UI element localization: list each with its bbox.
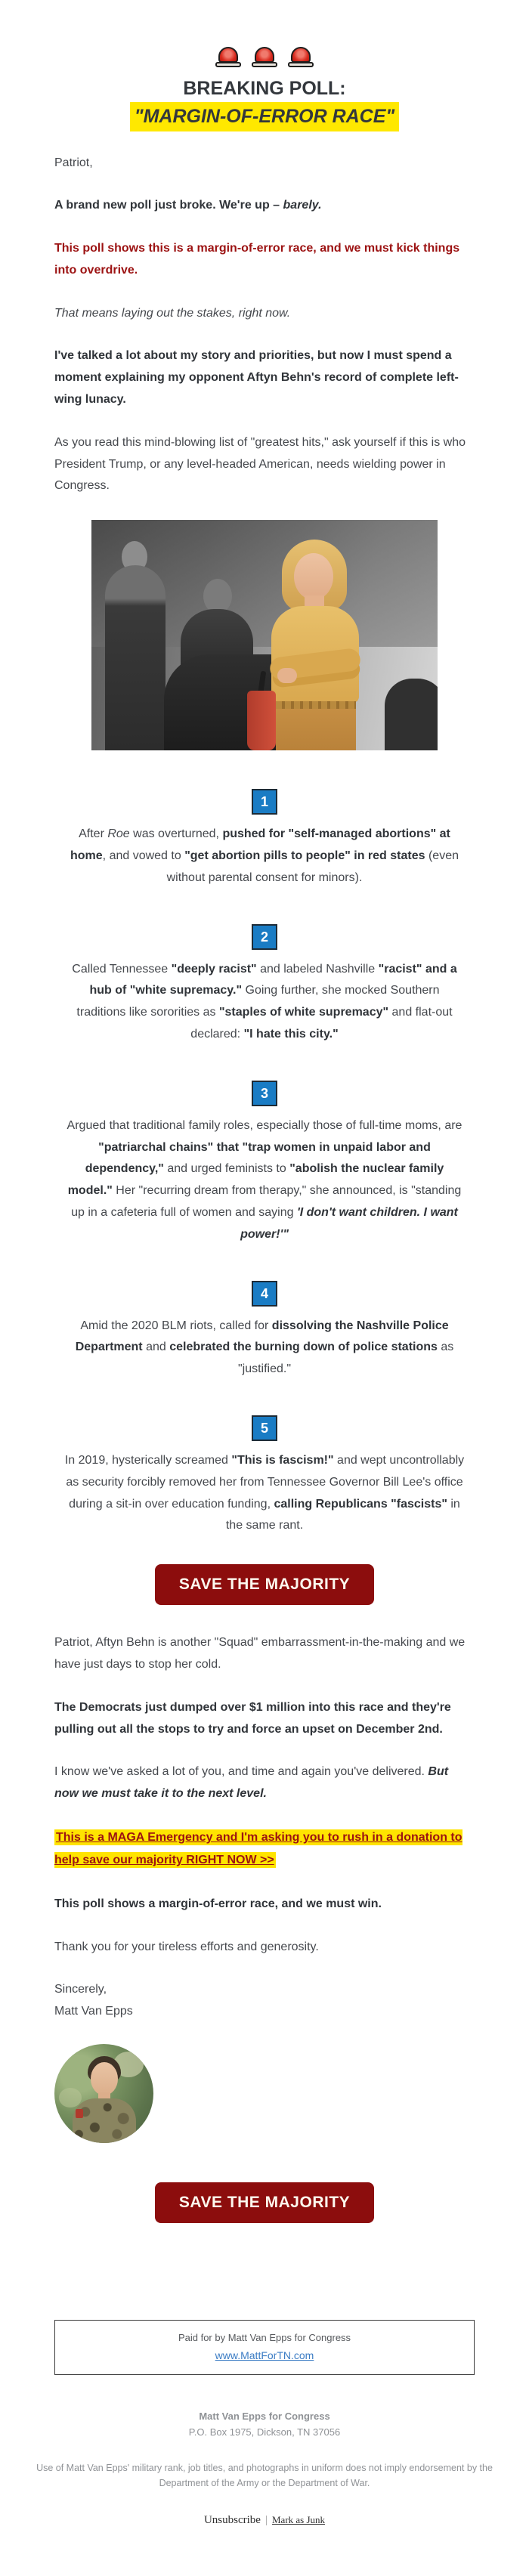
footer-links-row [0, 2511, 529, 2530]
salutation: Patriot, [54, 156, 93, 169]
closing-paragraph-5: Thank you for your tireless efforts and generosity. [54, 1940, 319, 1953]
opponent-photo [91, 520, 438, 750]
candidate-headshot-photo [54, 2044, 153, 2143]
mark-as-junk-link[interactable]: Mark as Junk [271, 2514, 326, 2526]
headline [0, 75, 529, 131]
footer-link-separator: | [264, 2514, 268, 2527]
point-number-badge: 2 [252, 924, 277, 950]
point-number-badge: 3 [252, 1081, 277, 1106]
closing-paragraph-2: The Democrats just dumped over $1 million into this race and they're pulling out all the stops to try and force an upset on December 2nd. [54, 1700, 451, 1736]
intro-paragraph-2: This poll shows this is a margin-of-error race, and we must kick things into overdrive. [54, 242, 460, 277]
intro-paragraph-3: That means laying out the stakes, right now. [54, 306, 291, 320]
signature-block [0, 1979, 529, 2023]
point-3 [0, 1081, 529, 1246]
intro-paragraph-4: I've talked a lot about my story and priorities, but now I must spend a moment explaining my opponent Aftyn Behn's record of complete left-wing lunacy. [54, 349, 459, 407]
intro-paragraph-5: As you read this mind-blowing list of "greatest hits," ask yourself if this is who President Trump, or any level-headed American, needs wielding power in Congress. [54, 435, 466, 493]
save-the-majority-button[interactable]: SAVE THE MAJORITY [155, 1564, 374, 1605]
headline-line1: BREAKING POLL: [183, 78, 346, 99]
headline-line2-highlight: "MARGIN-OF-ERROR RACE" [130, 102, 400, 131]
closing-paragraph-3: I know we've asked a lot of you, and time and again you've delivered. But now we must take it to the next level. [54, 1765, 449, 1801]
campaign-website-link[interactable]: www.MattForTN.com [215, 2349, 314, 2361]
maga-emergency-donation-link[interactable]: This is a MAGA Emergency and I'm asking you to rush in a donation to help save our majority RIGHT NOW >> [54, 1830, 462, 1867]
point-number-badge: 1 [252, 789, 277, 815]
point-5 [0, 1415, 529, 1537]
point-5-text: In 2019, hysterically screamed "This is fascism!" and wept uncontrollably as security forcibly removed her from Tennessee Governor Bill Lee's office during a sit-in over education funding, calling Republicans "fascists" in the same rant. [64, 1454, 465, 1532]
maga-emergency-paragraph [0, 1826, 529, 1872]
siren-icon [252, 47, 277, 67]
signature-name: Matt Van Epps [54, 2005, 133, 2018]
footer [0, 2408, 529, 2530]
siren-icon-row [0, 47, 529, 67]
closing-paragraph-4: This poll shows a margin-of-error race, and we must win. [54, 1897, 382, 1910]
siren-icon [215, 47, 241, 67]
point-1-text: After Roe was overturned, pushed for "self-managed abortions" at home, and vowed to "get abortion pills to people" in red states (even without parental consent for minors). [70, 827, 459, 884]
point-2 [0, 924, 529, 1046]
unsubscribe-link[interactable]: Unsubscribe [203, 2514, 261, 2527]
point-1 [0, 789, 529, 889]
headshot-wrap [0, 2044, 529, 2143]
sign-off: Sincerely, [54, 1983, 107, 1996]
point-3-text: Argued that traditional family roles, especially those of full-time moms, are "patriarchal chains" that "trap women in unpaid labor and dependency," and urged feminists to "abolish the nuclear family model." Her "recurring dream from therapy," she announced, is "standing up in a cafeteria full of women and saying 'I don't want children. I want power!'" [67, 1118, 462, 1241]
point-4-text: Amid the 2020 BLM riots, called for dissolving the Nashville Police Department and celebrated the burning down of police stations as "justified." [75, 1319, 454, 1376]
point-number-badge: 5 [252, 1415, 277, 1441]
save-the-majority-button[interactable]: SAVE THE MAJORITY [155, 2182, 374, 2223]
point-number-badge: 4 [252, 1281, 277, 1307]
footer-org-name: Matt Van Epps for Congress [199, 2410, 330, 2422]
footer-address: P.O. Box 1975, Dickson, TN 37056 [188, 2426, 341, 2438]
closing-paragraph-1: Patriot, Aftyn Behn is another "Squad" embarrassment-in-the-making and we have just days to stop her cold. [54, 1636, 466, 1671]
siren-icon [288, 47, 314, 67]
footer-disclaimer: Use of Matt Van Epps' military rank, job titles, and photographs in uniform does not imply endorsement by the Department of the Army or the Department of War. [36, 2462, 493, 2489]
paid-for-text: Paid for by Matt Van Epps for Congress [178, 2331, 351, 2343]
point-2-text: Called Tennessee "deeply racist" and labeled Nashville "racist" and a hub of "white supremacy." Going further, she mocked Southern traditions like sororities as "staples of white supremacy" and flat-out declared: "I hate this city." [72, 962, 457, 1041]
point-4 [0, 1281, 529, 1381]
hero-photo-wrap [0, 520, 529, 754]
intro-paragraph-1: A brand new poll just broke. We're up – barely. [54, 199, 322, 212]
